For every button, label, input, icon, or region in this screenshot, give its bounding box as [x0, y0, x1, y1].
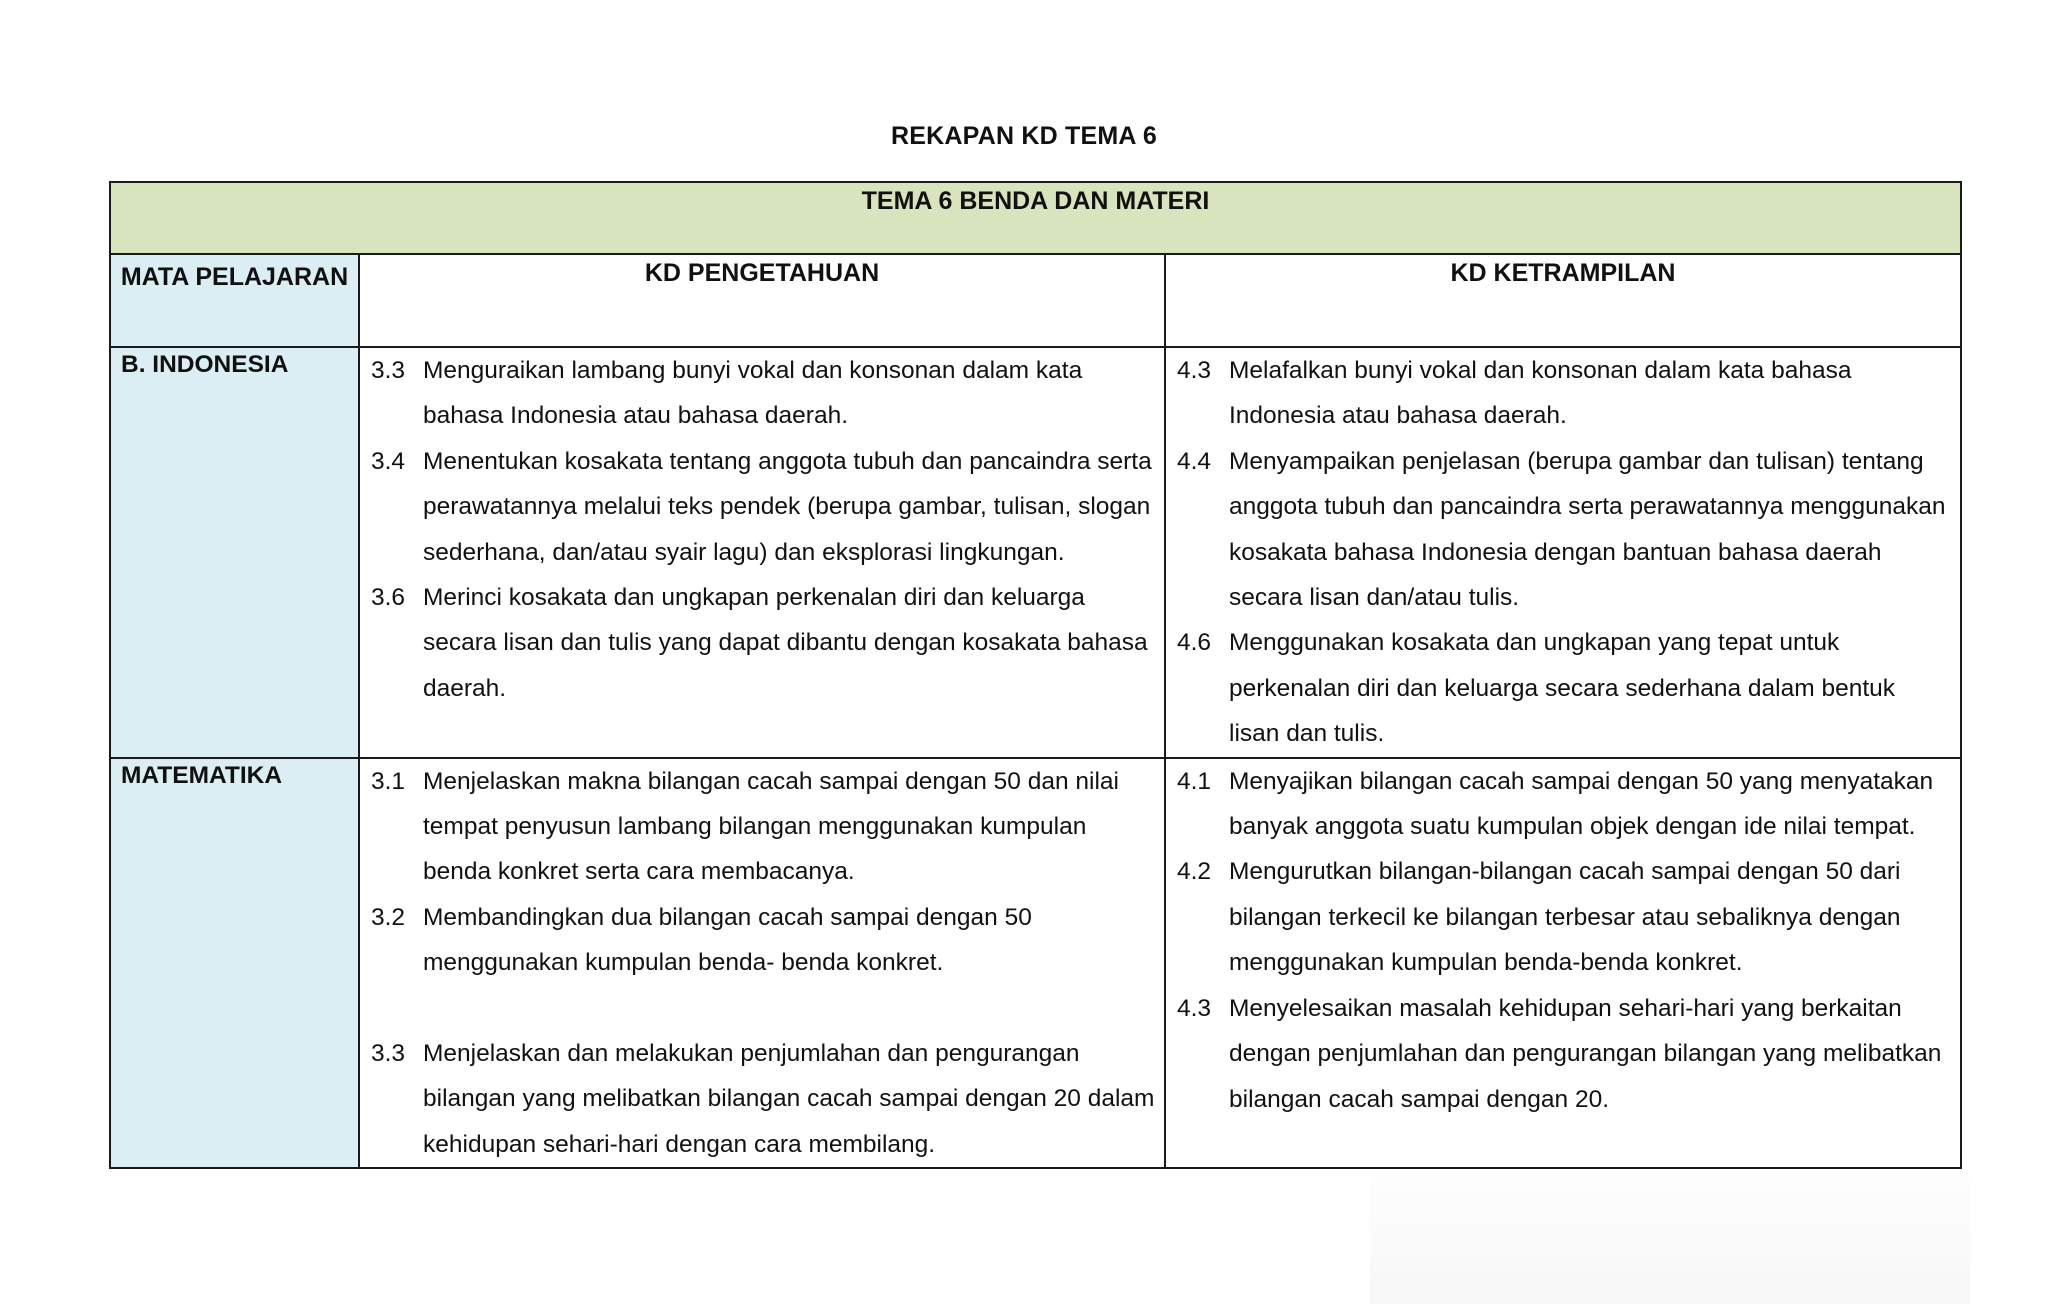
header-subject: MATA PELAJARAN: [110, 254, 359, 347]
kd-item: [1166, 620, 1952, 756]
kd-number: 3.1: [371, 767, 406, 795]
kd-number: 4.2: [1177, 858, 1212, 886]
kd-number: 3.3: [371, 357, 406, 384]
kd-item: [360, 759, 1156, 895]
kd-text: Menggunakan kosakata dan ungkapan yang tepat untuk perkenalan diri dan keluarga secara sederhana dalam bentuk lisan dan tulis.: [1229, 629, 1896, 748]
kd-item: [360, 348, 1156, 439]
knowledge-cell: [359, 347, 1165, 758]
kd-number: 4.3: [1177, 994, 1212, 1022]
theme-heading: TEMA 6 BENDA DAN MATERI: [110, 182, 1961, 254]
table-row: [110, 347, 1961, 758]
kd-text: Menyampaikan penjelasan (berupa gambar dan tulisan) tentang anggota tubuh dan pancaindra serta perawatannya menggunakan kosakata bahasa Indonesia dengan bantuan bahasa daerah secara lisan dan/atau tulis.: [1229, 447, 1946, 612]
header-row: [110, 254, 1961, 347]
kd-text: Menyelesaikan masalah kehidupan sehari-hari yang berkaitan dengan penjumlahan dan pengurangan bilangan yang melibatkan bilangan cacah sampai dengan 20.: [1229, 994, 1942, 1113]
kd-item: [1166, 348, 1952, 439]
kd-text: Mengurutkan bilangan-bilangan cacah sampai dengan 50 dari bilangan terkecil ke bilangan terbesar atau sebaliknya dengan menggunakan kumpulan benda-benda konkret.: [1229, 858, 1901, 977]
kd-text: Melafalkan bunyi vokal dan konsonan dalam kata bahasa Indonesia atau bahasa daerah.: [1229, 357, 1852, 430]
kd-text: Menjelaskan dan melakukan penjumlahan dan pengurangan bilangan yang melibatkan bilangan cacah sampai dengan 20 dalam kehidupan sehari-hari dengan cara membilang.: [423, 1040, 1155, 1158]
kd-text: Menguraikan lambang bunyi vokal dan konsonan dalam kata bahasa Indonesia atau bahasa daerah.: [423, 357, 1083, 430]
header-skill: KD KETRAMPILAN: [1165, 254, 1961, 347]
header-knowledge: KD PENGETAHUAN: [359, 254, 1165, 347]
kd-item: [360, 895, 1156, 986]
kd-item: [1166, 439, 1952, 621]
kd-number: 3.6: [371, 584, 406, 612]
kd-number: 4.4: [1177, 447, 1212, 475]
theme-row: [110, 182, 1961, 254]
subject-cell: MATEMATIKA: [110, 758, 359, 1169]
kd-text: Menyajikan bilangan cacah sampai dengan 50 yang menyatakan banyak anggota suatu kumpulan objek dengan ide nilai tempat.: [1229, 767, 1934, 841]
kd-item: [1166, 986, 1952, 1122]
kd-item: [360, 575, 1156, 711]
kd-text: Merinci kosakata dan ungkapan perkenalan diri dan keluarga secara lisan dan tulis yang dapat dibantu dengan kosakata bahasa daerah.: [423, 584, 1148, 702]
kd-text: Membandingkan dua bilangan cacah sampai dengan 50 menggunakan kumpulan benda- benda konkret.: [423, 903, 1032, 977]
kd-number: 4.3: [1177, 357, 1212, 384]
kd-number: 4.6: [1177, 629, 1212, 657]
kd-item: [1166, 849, 1952, 985]
skill-cell: [1165, 347, 1961, 758]
kd-table: [109, 181, 1962, 1169]
kd-number: 3.3: [371, 1040, 406, 1068]
kd-text: Menjelaskan makna bilangan cacah sampai dengan 50 dan nilai tempat penyusun lambang bilangan menggunakan kumpulan benda konkret serta cara membacanya.: [423, 767, 1120, 886]
subject-cell: B. INDONESIA: [110, 347, 359, 758]
kd-number: 3.2: [371, 903, 406, 931]
table-row: [110, 758, 1961, 1169]
kd-item: [360, 1031, 1156, 1167]
kd-item: [360, 439, 1156, 575]
knowledge-cell: [359, 758, 1165, 1169]
kd-number: 4.1: [1177, 767, 1212, 795]
skill-cell: [1165, 758, 1961, 1169]
document-title: REKAPAN KD TEMA 6: [891, 122, 1157, 150]
kd-number: 3.4: [371, 447, 406, 475]
kd-text: Menentukan kosakata tentang anggota tubuh dan pancaindra serta perawatannya melalui teks pendek (berupa gambar, tulisan, slogan sederhana, dan/atau syair lagu) dan eksplorasi lingkungan.: [423, 447, 1152, 566]
kd-item: [1166, 759, 1952, 850]
page-shadow: [1370, 1150, 1970, 1304]
